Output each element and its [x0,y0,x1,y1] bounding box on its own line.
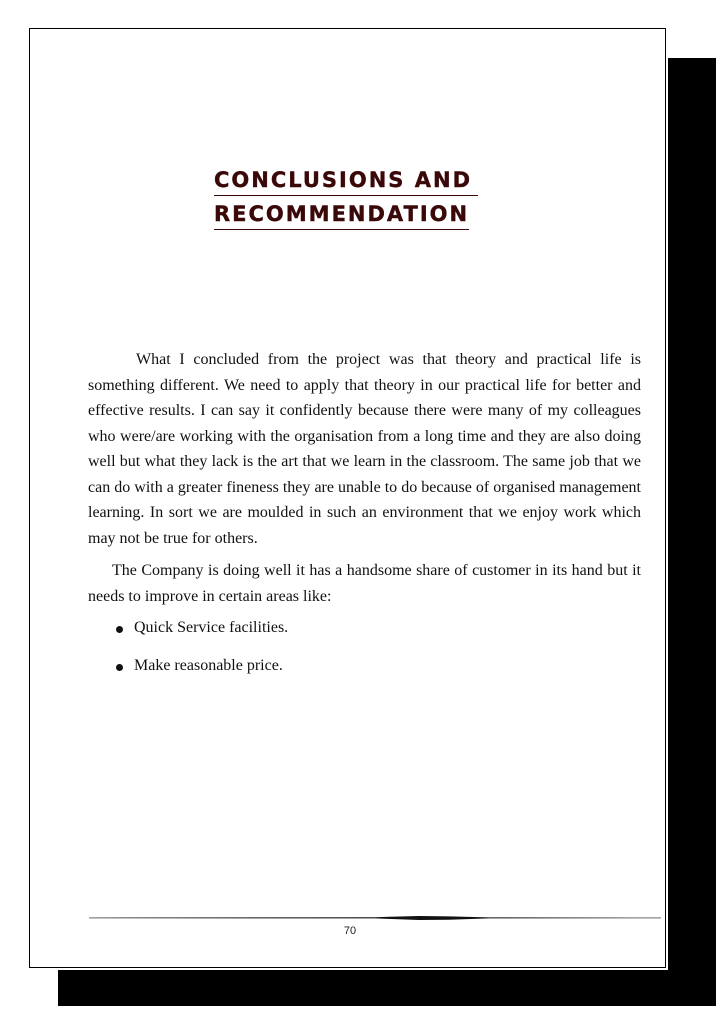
heading-line-1: CONCLUSIONS AND [214,165,478,196]
body-text [88,347,641,694]
bullet-icon [116,626,123,633]
paragraph-conclusion: What I concluded from the project was that theory and practical life is something different. We need to apply that theory in our practical life for better and effective results. I can say it confidently because there were many of my colleagues who were/are working with the organisation from a long time and they are also doing well but what they lack is the art that we learn in the classroom. The same job that we can do with a greater fineness they are unable to do because of organised management learning. In sort we are moulded in such an environment that we enjoy work which may not be true for others. [88,351,641,547]
page-shadow-bottom [58,970,716,1006]
page-number: 70 [343,925,357,937]
list-item-text: Make reasonable price. [134,657,283,674]
document-page [29,28,666,968]
recommendation-list [88,618,641,676]
list-item [88,656,641,676]
footer-divider [89,916,661,920]
list-item [88,618,641,638]
paragraph-company: The Company is doing well it has a handsome share of customer in its hand but it needs to improve in certain areas like: [88,562,641,605]
heading-line-2: RECOMMENDATION [214,199,469,230]
list-item-text: Quick Service facilities. [134,619,289,636]
bullet-icon [116,664,123,671]
page-heading [214,163,544,231]
page-shadow-right [668,58,716,1006]
